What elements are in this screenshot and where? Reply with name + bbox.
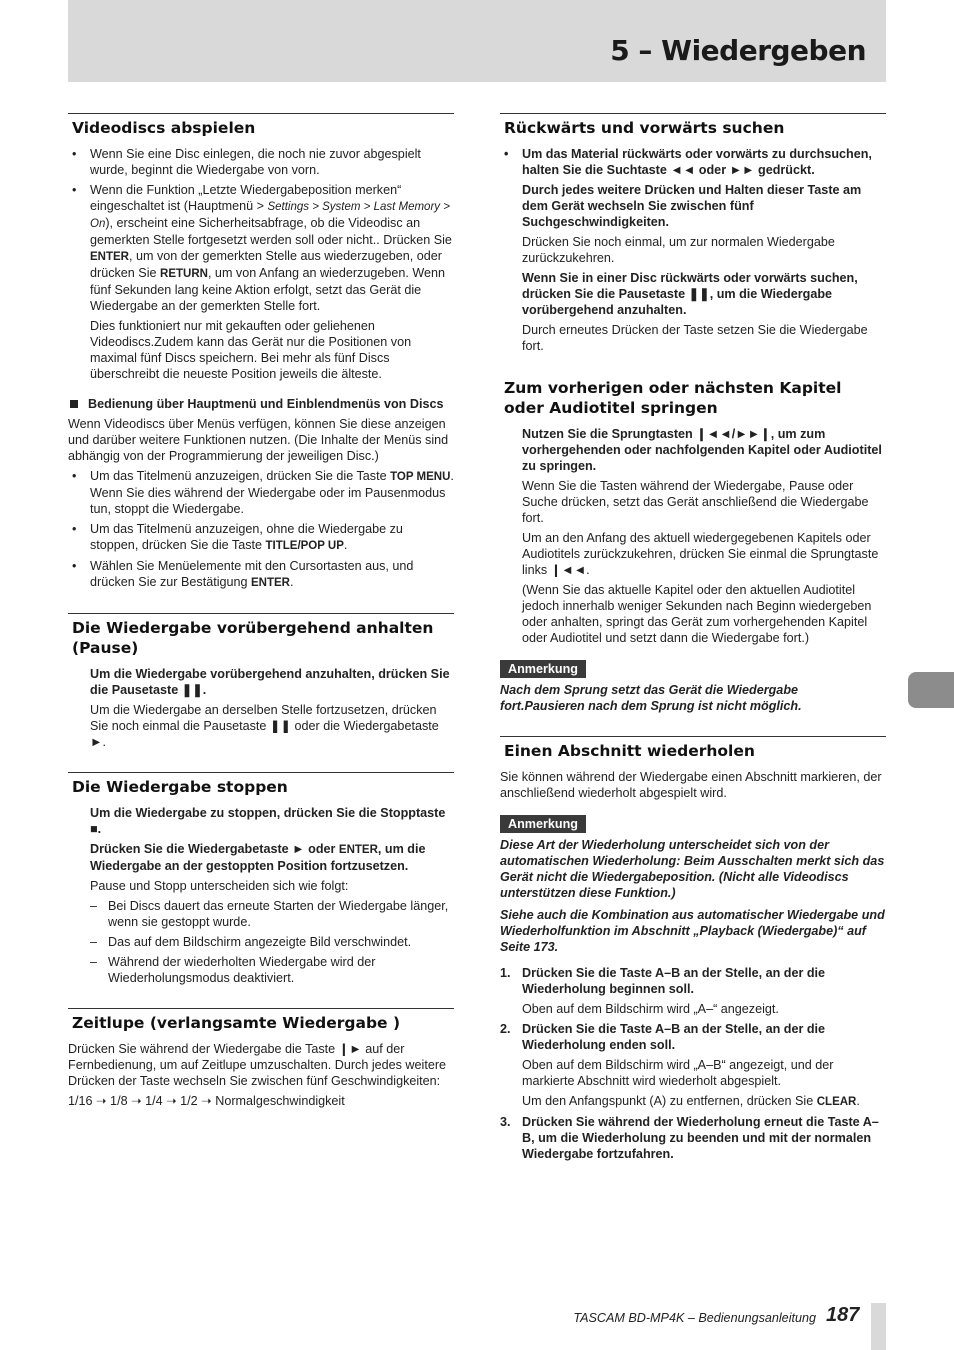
- instruction: Nutzen Sie die Sprungtasten ❙◄◄/►►❙, um zum vorhergehenden oder nachfolgenden Kapitel oder Audiotitel zu springen.: [522, 427, 882, 473]
- section-search: [500, 113, 886, 354]
- section-title: Zum vorherigen oder nächsten Kapitel oder Audiotitel springen: [504, 379, 842, 417]
- paragraph: Wenn Sie die Tasten während der Wiedergabe, Pause oder Suche drücken, setzt das Gerät anschließend die Wiedergabe fort.: [522, 479, 869, 525]
- note-text: Nach dem Sprung setzt das Gerät die Wiedergabe fort.Pausieren nach dem Sprung ist nicht möglich.: [500, 683, 802, 713]
- paragraph: (Wenn Sie das aktuelle Kapitel oder den aktuellen Audiotitel jedoch innerhalb weniger Sekunden nach Beginn wiedergeben oder anhalten, springt das Gerät zum vorhergehenden Kapitel oder Audiotitel und setzt dann die Wiedergabe fort.): [522, 583, 872, 645]
- step-list: [500, 965, 886, 1162]
- section-title: Die Wiedergabe stoppen: [72, 778, 288, 796]
- text: .: [343, 538, 348, 552]
- instruction: Um die Wiedergabe zu stoppen, drücken Sie die Stopptaste ■.: [90, 806, 446, 836]
- page-number: 187: [826, 1304, 860, 1326]
- step-result: [522, 1093, 886, 1110]
- list-item: – Während der wiederholten Wiedergabe wird der Wiederholungsmodus deaktiviert.: [90, 954, 454, 986]
- paragraph: Drücken Sie während der Wiedergabe die Taste ❙► auf der Fernbedienung, um auf Zeitlupe umzuschalten. Durch jedes weitere Drücken der Taste wechseln Sie zwischen fünf Geschwindigkeiten:: [68, 1042, 447, 1088]
- bullet-list: [68, 146, 454, 314]
- section-videodiscs: [68, 113, 454, 591]
- section-stop: [68, 772, 454, 986]
- paragraph: Pause und Stopp unterscheiden sich wie folgt:: [90, 879, 349, 893]
- text: , um die Wiedergabe an der gestoppten Position fortzusetzen.: [90, 842, 426, 873]
- key-label: TITLE/POP UP: [265, 540, 344, 552]
- list-item: – Bei Discs dauert das erneute Starten der Wiedergabe länger, wenn sie gestoppt wurde.: [90, 898, 454, 930]
- text: .: [290, 575, 294, 589]
- step-number: 2.: [500, 1022, 511, 1036]
- section-repeat: [500, 736, 886, 1162]
- paragraph: Durch erneutes Drücken der Taste setzen Sie die Wiedergabe fort.: [522, 323, 868, 353]
- paragraph: Drücken Sie noch einmal, um zur normalen Wiedergabe zurückzukehren.: [522, 235, 835, 265]
- paragraph: Um an den Anfang des aktuell wiedergegebenen Kapitels oder Audiotitels zurückzukehren, drücken Sie einmal die Sprungtaste links ❙◄◄.: [522, 531, 879, 577]
- step-text: Drücken Sie während der Wiederholung erneut die Taste A–B, um die Wiederholung zu beenden und mit der normalen Wiedergabe fortzufahren.: [522, 1115, 879, 1161]
- list-item: – Das auf dem Bildschirm angezeigte Bild verschwindet.: [90, 934, 454, 950]
- note-label: Anmerkung: [500, 815, 586, 833]
- text: ), erscheint eine Sicherheitsabfrage, ob die Videodisc an gemerkten Stelle fortgesetzt werden soll oder nicht.. Drücken Sie: [90, 216, 452, 247]
- footer-manual-title: TASCAM BD-MP4K – Bedienungsanleitung: [573, 1311, 816, 1325]
- key-label: RETURN: [160, 268, 208, 280]
- speed-sequence: 1/16 ➝ 1/8 ➝ 1/4 ➝ 1/2 ➝ Normalgeschwindigkeit: [68, 1094, 345, 1108]
- paragraph: Um die Wiedergabe an derselben Stelle fortzusetzen, drücken Sie noch einmal die Pausetaste ❚❚ oder die Wiedergabetaste ►.: [90, 703, 439, 749]
- note-text: Diese Art der Wiederholung unterscheidet sich von der automatischen Wiederholung: Beim Ausschalten merkt sich das Gerät nicht die Wiedergabeposition. (Nicht alle Videodiscs unterstützen diese Funktion.): [500, 838, 885, 900]
- text: Um den Anfangspunkt (A) zu entfernen, drücken Sie: [522, 1094, 817, 1108]
- step-text: Drücken Sie die Taste A–B an der Stelle, an der die Wiederholung enden soll.: [522, 1022, 826, 1052]
- section-title: Einen Abschnitt wiederholen: [504, 742, 755, 760]
- step-item: [500, 1114, 886, 1162]
- section-title: Rückwärts und vorwärts suchen: [504, 119, 785, 137]
- key-label: ENTER: [251, 577, 290, 589]
- instruction: Um die Wiedergabe vorübergehend anzuhalten, drücken Sie die Pausetaste ❚❚.: [90, 667, 450, 697]
- step-number: 1.: [500, 966, 511, 980]
- key-label: ENTER: [338, 844, 378, 856]
- text: Um das Titelmenü anzuzeigen, drücken Sie die Taste: [90, 469, 391, 483]
- key-label: TOP MENU: [390, 471, 451, 483]
- text: Wählen Sie Menüelemente mit den Cursortasten aus, und drücken Sie zur Bestätigung: [90, 559, 414, 589]
- step-number: 3.: [500, 1115, 511, 1129]
- section-skip: [500, 378, 886, 714]
- list-item: • Um das Material rückwärts oder vorwärts zu durchsuchen, halten Sie die Suchtaste ◄◄ oder ►► gedrückt.: [500, 146, 886, 178]
- paragraph: Wenn Videodiscs über Menüs verfügen, können Sie diese anzeigen und darüber weitere Funktionen nutzen. (Die Inhalte der Menüs sind abhängig von der Programmierung der jeweiligen Disc.): [68, 417, 449, 463]
- dash-list: [90, 898, 454, 986]
- left-column: [68, 113, 454, 1131]
- paragraph: Sie können während der Wiedergabe einen Abschnitt markieren, der anschließend wiederholt abgespielt wird.: [500, 770, 882, 800]
- text: Drücken Sie die Wiedergabetaste ► oder: [90, 842, 339, 856]
- note-label: Anmerkung: [500, 660, 586, 678]
- list-item: [68, 468, 454, 517]
- key-label: ENTER: [90, 251, 129, 263]
- section-slow-motion: [68, 1008, 454, 1109]
- section-title: Videodiscs abspielen: [72, 119, 256, 137]
- subheading: Bedienung über Hauptmenü und Einblendmenüs von Discs: [68, 396, 454, 412]
- section-title: Zeitlupe (verlangsamte Wiedergabe ): [72, 1014, 401, 1032]
- text: , um von der gemerkten Stelle aus wiederzugeben, oder drücken Sie: [90, 249, 442, 280]
- list-item: [68, 182, 454, 314]
- chapter-title: 5 – Wiedergeben: [610, 34, 866, 67]
- instruction: Durch jedes weitere Drücken und Halten dieser Taste am dem Gerät wechseln Sie zwischen fünf Suchgeschwindigkeiten.: [522, 183, 862, 229]
- step-result: Oben auf dem Bildschirm wird „A–B“ angezeigt, und der markierte Abschnitt wird wiederholt abgespielt.: [522, 1058, 834, 1088]
- footer-bar: [871, 1303, 886, 1350]
- text: Wenn die Funktion „Letzte Wiedergabeposition merken“ eingeschaltet ist (Hauptmenü >: [90, 183, 402, 213]
- section-pause: [68, 613, 454, 750]
- text: . Wenn Sie dies während der Wiedergabe oder im Pausenmodus tun, stoppt die Wiedergabe.: [90, 469, 454, 516]
- text: Um das Titelmenü anzuzeigen, ohne die Wiedergabe zu stoppen, drücken Sie die Taste: [90, 522, 403, 552]
- chapter-side-tab: [908, 672, 954, 708]
- instruction: [90, 841, 454, 874]
- bullet-list: [68, 468, 454, 591]
- step-item: [500, 965, 886, 1017]
- text: .: [856, 1094, 860, 1108]
- note-text: Siehe auch die Kombination aus automatischer Wiedergabe und Wiederholfunktion im Abschnitt „Playback (Wiedergabe)“ auf Seite 173.: [500, 908, 885, 954]
- step-result: Oben auf dem Bildschirm wird „A–“ angezeigt.: [522, 1002, 779, 1016]
- list-item: • Wenn Sie eine Disc einlegen, die noch nie zuvor abgespielt wurde, beginnt die Wiedergabe von vorn.: [68, 146, 454, 178]
- step-item: [500, 1021, 886, 1110]
- key-label: CLEAR: [816, 1096, 857, 1108]
- bullet-list: [500, 146, 886, 178]
- menu-path: Settings > System > Last Memory > On: [90, 201, 450, 230]
- paragraph: Dies funktioniert nur mit gekauften oder geliehenen Videodiscs.Zudem kann das Gerät nur die Positionen von maximal fünf Discs speichern. Bei mehr als fünf Discs überschreibt die neueste Position jeweils die älteste.: [90, 319, 412, 381]
- text: , um von Anfang an wiederzugeben. Wenn fünf Sekunden lang keine Aktion erfolgt, setzt das Gerät die Wiedergabe an der gemerkten Stelle fort.: [90, 266, 446, 313]
- right-column: [500, 113, 886, 1184]
- step-text: Drücken Sie die Taste A–B an der Stelle, an der die Wiederholung beginnen soll.: [522, 966, 826, 996]
- section-title: Die Wiedergabe vorübergehend anhalten (Pause): [72, 619, 434, 657]
- list-item: [68, 521, 454, 554]
- instruction: Wenn Sie in einer Disc rückwärts oder vorwärts suchen, drücken Sie die Pausetaste ❚❚, um die Wiedergabe vorübergehend anzuhalten.: [522, 271, 858, 317]
- list-item: [68, 558, 454, 591]
